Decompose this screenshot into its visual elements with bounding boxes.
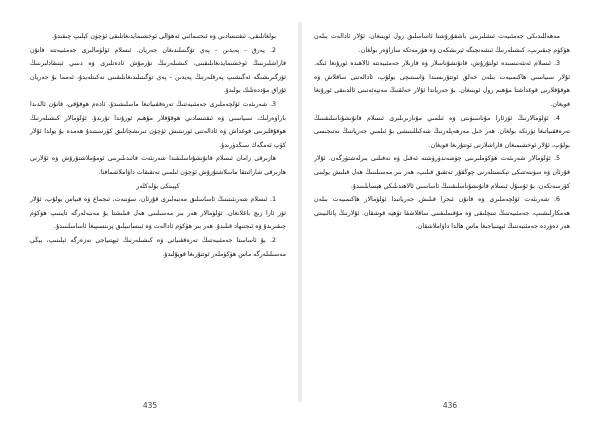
paragraph: 5. ئۈلۈمالار شەرىئەت ھۆكۈملىرىنى چۈشەندۈرۈشتە ئەقىل ۋە نەقىلنى بىرلەشتۈرگەن. ئۇلار قۇرئان ۋە سۈننەتتىكى تېكىستلەرنى چوڭقۇر تەتقىق قىلىپ، ھەر بىر مەسىلىنىڭ ھەل قىلىش يولىنى كۆرسەتكەن. بۇ ئۇسۇل ئىسلام قانۇنشۇناسلىقىنىڭ ئاساسىي ئالاھىدىلىكى ھېسابلىنىدۇ. <box>314 155 570 190</box>
paragraph: 3. شەرىئەت ئۆلچەملىرى جەمئىيەتنىڭ تەرەققىياتىغا ماسلىشىدۇ. ئادەم ھوقۇقى، قانۇن ئالدىدا باراۋەرلىك، سىياسىي ۋە ئىقتىسادىي ھوقۇقلار مۇھىم ئورۇندا تۇرىدۇ. ئۈلۈمالار كىشىلەرنىڭ ھوقۇقلىرىنى قوغداش ۋە ئادالەتنى ئورنىتىش ئۈچۈن تىرىشچانلىق كۆرسىتىدۇ ھەمدە بۇ يولدا ئۇلار كۆپ ئەمگەك سىڭدۈرىدۇ. <box>30 100 286 149</box>
paragraph: 3. ئىسلام ئەنئەنىسىدە ئولتۇرۇش، قانۇنشۇناسلار ۋە قازىلار جەمئىيەتتە ئالاھىدە ئورۇنغا ئىگە. ئۇلار سىياسىي ھاكىمىيەت بىلەن خەلق ئوتتۇرىسىدا ۋاسىتىچى بولۇپ، ئادالەتنى ساقلاش ۋە ھوقۇقلارنى قوغداشتا مۇھىم رول ئوينىغان. بۇ جەرياندا ئۇلار خەلقنىڭ مەنپەئەتىنى ئالدىنقى ئورۇنغا قويغان. <box>314 60 570 108</box>
paragraph: ھازىرقى زامان ئىسلام قانۇنشۇناسلىقىدا شەرىئەت قائىدىلىرىنى ئومۇملاشتۇرۇش ۋە ئۇلارنى ھازىرقى شارائىتقا ماسلاشتۇرۇش ئۈچۈن ئىلمىي تەتقىقات داۋاملاشماقتا. <box>30 155 286 176</box>
paragraph: 4. ئۈلۈمالارنىڭ ئۆزئارا مۇناسىۋىتى ۋە ئىلمىي مۇنازىرىلىرى ئىسلام قانۇنشۇناسلىقىنىڭ تەرەققىياتىغا تۈرتكە بولغان. ھەر خىل مەزھەپلەرنىڭ شەكىللىنىشى بۇ ئىلمىي جەرياننىڭ نەتىجىسى بولۇپ، ئۇلار ئوخشىمىغان قاراشلارنى ئوتتۇرىغا قويغان. <box>314 114 570 149</box>
right-page <box>300 0 600 424</box>
paragraph: 2. بۇ ئاساستا جەمئىيەتنىڭ تەرەققىياتى ۋە كىشىلەرنىڭ ئېھتىياجى نەزەرگە ئېلىنىپ، يېڭى مەسىلىلەرگە ماس ھۆكۈملەر ئوتتۇرىغا قويۇلىدۇ. <box>30 236 286 258</box>
paragraph: 2. پەرق - پەيدىن - پەي تۈگىتىلىدىغان جەريان. ئىسلام ئۈلۈمالىرى جەمئىيەتتە قانۇن قاراشلىرىنىڭ ئوخشىمايدىغانلىقىنى، كىشىلەرنىڭ تۇرمۇش ئادەتلىرى ۋە دىنىي ئېتىقادلىرىنىڭ ئۆزگىرىشىگە ئەگىشىپ پەرقلەرنىڭ پەيدىن - پەي تۈگىتىلىدىغانلىقىنى تەكىتلەيدۇ، ئەمما بۇ جەريان ئۇزاق مۇددەتلىك بولىدۇ. <box>30 46 286 95</box>
paragraph: بولغانلىقى، ئىقتىسادىي ۋە ئىجتىمائىي ئەھۋالى ئوخشىمايدىغانلىقى ئۈچۈن كېلىپ چىقىدۇ. <box>52 33 276 40</box>
paragraph: 1. ئىسلام شەرىئىتىنىڭ ئاساسلىق مەنبەلىرى قۇرئان، سۈننەت، ئىجماع ۋە قىياس بولۇپ، ئۇلار ئۆز ئارا زىچ باغلانغان. ئۈلۈمالار ھەر بىر مەسىلىنى ھەل قىلىشتا بۇ مەنبەلەرگە تايىنىپ ھۆكۈم چىقىرىدۇ ۋە ئىجتىھاد قىلىدۇ. ھەر بىر ھۆكۈم ئادالەت ۋە ئىنسانىيلىق پرىنسىپىغا ئاساسلىنىدۇ. <box>30 196 286 231</box>
paragraph: مەھەللىدىكى جەمئىيەت ئىشلىرىنى باشقۇرۇشتا ئاساسلىق رول ئوينىغان. ئۇلار ئادالەت بىلەن ھۆكۈم چىقىرىپ، كىشىلەرنىڭ ئىشەنچىگە ئېرىشكەن ۋە ھۆرمەتكە سازاۋەر بولغان. <box>314 33 570 54</box>
page-number: 436 <box>442 401 458 410</box>
right-page-text <box>314 30 570 390</box>
section-heading: كېيىنكى بۆلەكلەر <box>136 182 180 190</box>
left-page-text <box>30 30 286 390</box>
page-number: 435 <box>142 401 158 410</box>
paragraph: 6. شەرىئەت ئۆلچەملىرى ۋە قانۇن ئىجرا قىلىش جەريانىدا ئۈلۈمالار ھاكىمىيەت بىلەن ھەمكارلىشىپ، جەمئىيەتنىڭ تىنچلىقى ۋە مۇقىملىقىنى ساقلاشقا تۆھپە قوشقان. ئۇلارنىڭ پائالىيىتى ھەر دەۋردە جەمئىيەتنىڭ ئېھتىياجىغا ماس ھالدا داۋاملاشقان. <box>314 196 570 231</box>
